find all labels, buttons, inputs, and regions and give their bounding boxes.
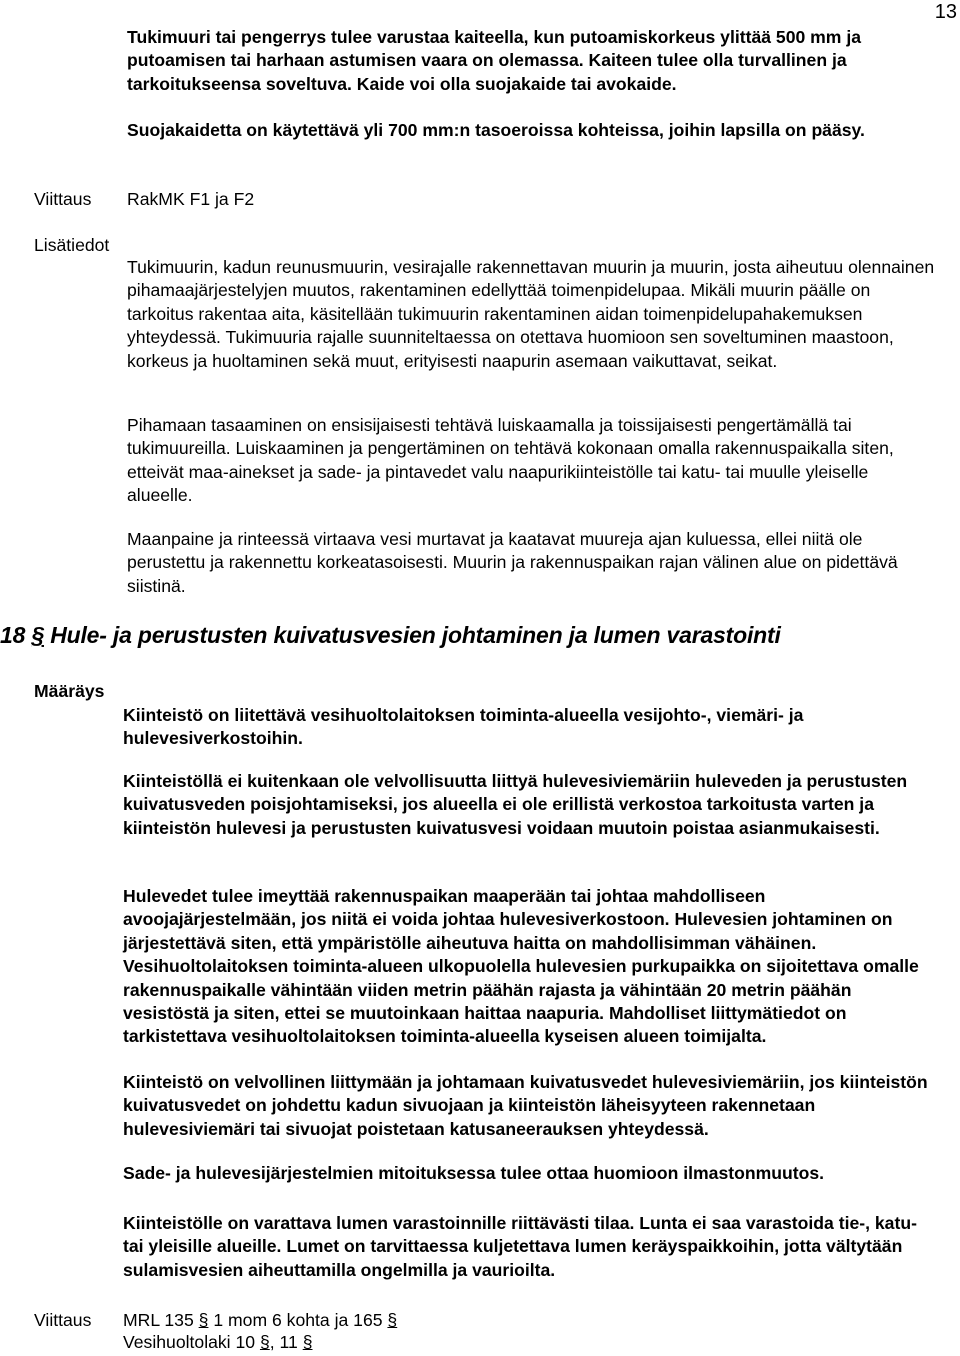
guardrail-paragraph: Suojakaidetta on käytettävä yli 700 mm:n tasoeroissa kohteissa, joihin lapsilla on pääsy. [127,120,865,140]
reference-mrl: MRL 135 [123,1310,194,1330]
section-symbol: § [31,622,44,648]
section-symbol-1: § [198,1310,209,1330]
reference-mrl-detail: 1 mom 6 kohta ja 165 [213,1310,383,1330]
reference-line-1 [123,1309,941,1332]
reference-water-act: Vesihuoltolaki 10 [123,1332,256,1352]
section-symbol-2: § [387,1310,398,1330]
reference-line-2 [123,1331,941,1354]
regulation-paragraph-1: Kiinteistö on liitettävä vesihuoltolaitoksen toiminta-alueella vesijohto-, viemäri- ja hulevesiverkostoihin. [123,705,804,749]
additional-info-paragraph-2: Pihamaan tasaaminen on ensisijaisesti tehtävä luiskaamalla ja toissijaisesti pengertämällä tai tukimuureilla. Luiskaaminen ja pengertäminen on tehtävä kokonaan omalla rakennuspaikalla siten, etteivät maa-ainekset ja sade- ja pintavedet valu naapurikiinteistölle tai katu- tai muulle yleiselle alueelle. [127,415,894,506]
regulation-label: Määräys [34,681,105,701]
section-title: Hule- ja perustusten kuivatusvesien johtaminen ja lumen varastointi [50,622,781,648]
section-heading [0,620,781,650]
page-number: 13 [934,1,957,23]
additional-info-paragraph-1: Tukimuurin, kadun reunusmuurin, vesirajalle rakennettavan muurin ja muurin, josta aiheutuu olennainen pihamaajärjestelyjen muutos, rakentaminen edellyttää toimenpidelupaa. Mikäli muurin päälle on tarkoitus rakentaa aita, käsitellään tukimuurin rakentaminen aidan toimenpidelupahakemuksen yhteydessä. Tukimuuria rajalle suunniteltaessa on otettava huomioon sen soveltuminen maastoon, korkeus ja huoltaminen sekä muut, erityisesti naapurin asemaan vaikuttavat, seikat. [127,257,935,371]
reference-label: Viittaus [34,189,92,209]
additional-info-label: Lisätiedot [34,235,110,255]
railing-paragraph: Tukimuuri tai pengerrys tulee varustaa kaiteella, kun putoamiskorkeus ylittää 500 mm ja putoamisen tai harhaan astumisen vaara on olemassa. Kaiteen tulee olla turvallinen ja tarkoitukseensa soveltuva. Kaide voi olla suojakaide tai avokaide. [127,27,862,94]
regulation-paragraph-3: Hulevedet tulee imeyttää rakennuspaikan maaperään tai johtaa mahdolliseen avoojajärjestelmään, jos niitä ei voida johtaa hulevesiverkostoon. Hulevesien johtaminen on järjestettävä siten, että ympäristölle aiheutuva haitta on mahdollisimman vähäinen. Vesihuoltolaitoksen toiminta-alueen ulkopuolella hulevesien purkupaikka on sijoitettava omalle rakennuspaikalle vähintään viiden metrin päähän rajasta ja vähintään 20 metrin päähän vesistöstä ja siten, ettei se muutoinkaan haittaa naapuria. Mahdolliset liittymätiedot on tarkistettava vesihuoltolaitoksen toiminta-alueella kyseisen alueen toimijalta. [123,886,919,1047]
regulation-paragraph-4: Kiinteistö on velvollinen liittymään ja johtamaan kuivatusvedet hulevesiviemäriin, jos kiinteistön kuivatusvedet on johdettu kadun sivuojaan ja kiinteistön läheisyyteen rakennetaan hulevesiviemäri tai sivuojat poistetaan katusaneerauksen yhteydessä. [123,1072,928,1139]
additional-info-paragraph-3: Maanpaine ja rinteessä virtaava vesi murtavat ja kaatavat muureja ajan kuluessa, ellei niitä ole perustettu ja rakennettu korkeatasoisesti. Muurin ja rakennuspaikan rajan välinen alue on pidettävä siistinä. [127,529,898,596]
regulation-paragraph-2: Kiinteistöllä ei kuitenkaan ole velvollisuutta liittyä hulevesiviemäriin huleveden ja perustusten kuivatusveden poisjohtamiseksi, jos alueella ei ole erillistä verkostoa tarkoitusta varten ja kiinteistön hulevesi ja perustusten kuivatusvesi voidaan muutoin poistaa asianmukaisesti. [123,771,908,838]
bottom-reference-label: Viittaus [34,1310,92,1330]
regulation-paragraph-6: Kiinteistölle on varattava lumen varastoinnille riittävästi tilaa. Lunta ei saa varastoida tie-, katu- tai yleisille alueille. Lumet on tarvittaessa kuljetettava lumen keräyspaikkoihin, jotta vältytään sulamisvesien aiheuttamilla ongelmilla ja vaurioilta. [123,1213,917,1280]
reference-text: RakMK F1 ja F2 [127,189,255,209]
reference-water-act-end: , 11 [269,1332,298,1352]
section-symbol-3: § [259,1332,270,1352]
section-number: 18 [0,622,26,648]
section-symbol-4: § [302,1332,313,1352]
regulation-paragraph-5: Sade- ja hulevesijärjestelmien mitoituksessa tulee ottaa huomioon ilmastonmuutos. [123,1163,824,1183]
